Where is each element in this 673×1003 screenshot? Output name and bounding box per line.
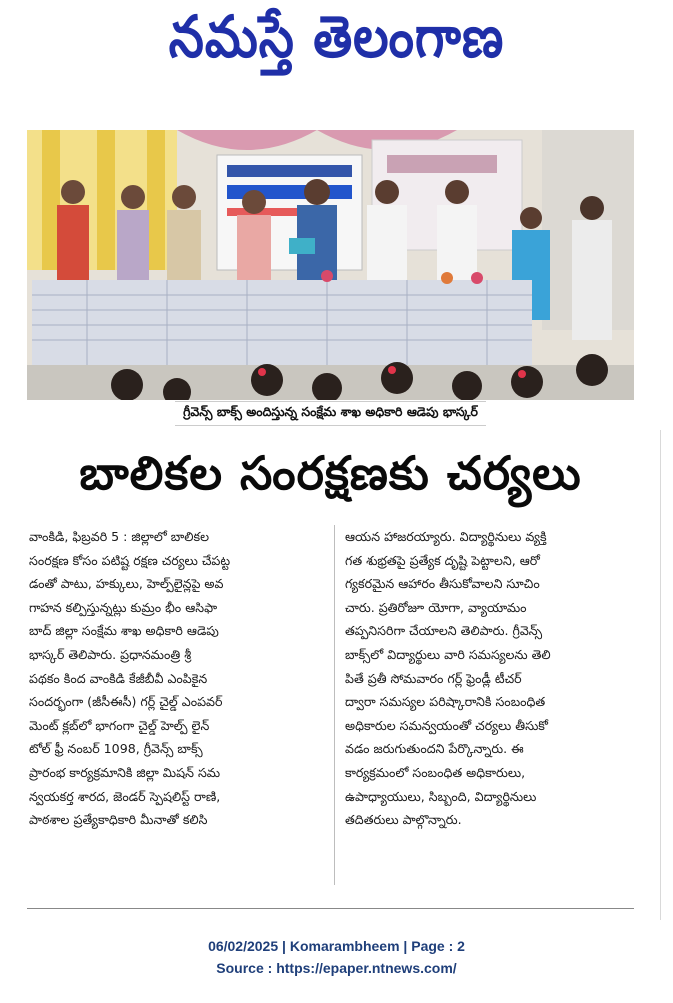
article-headline: [27, 440, 634, 518]
article-body: [27, 525, 634, 895]
body-line: అధికారుల సమన్వయంతో చర్యలు తీసుకో: [345, 717, 549, 733]
footer-edition-info: 06/02/2025 | Komarambheem | Page : 2: [208, 938, 465, 954]
body-line: వాంకిడి, ఫిబ్రవరి 5 : జిల్లాలో బాలికల: [29, 529, 210, 544]
body-line: గత శుభ్రతపై ప్రత్యేక దృష్టి పెట్టాలని, ఆరో: [345, 552, 540, 568]
body-line: సంరక్షణ కోసం పటిష్ట రక్షణ చర్యలు చేపట్ట: [29, 552, 231, 568]
body-line: ఉపాధ్యాయులు, సిబ్బంది, విద్యార్థినులు: [345, 788, 537, 804]
body-line: చారు. ప్రతిరోజూ యోగా, వ్యాయామం: [345, 599, 527, 615]
page-edge-rule: [660, 430, 661, 920]
column-divider: [334, 525, 335, 885]
body-line: తదితరులు పాల్గొన్నారు.: [345, 812, 462, 828]
body-line: పథకం కింద వాంకిడి కేజీబీవీ ఎంపికైన: [29, 670, 208, 686]
body-line: కార్యక్రమంలో సంబంధిత అధికారులు,: [345, 764, 526, 780]
photo-caption-bar: [27, 400, 634, 426]
body-line: గాహన కల్పిస్తున్నట్లు కుమ్రం భీం ఆసిఫా: [29, 599, 218, 615]
body-line: గ్యకరమైన ఆహారం తీసుకోవాలని సూచిం: [345, 576, 540, 592]
body-line: టోల్ ఫ్రీ నంబర్ 1098, గ్రీవెన్స్ బాక్స్: [29, 741, 203, 757]
photo-caption: గ్రీవెన్స్ బాక్స్ అందిస్తున్న సంక్షేమ శాఖ అధికారి ఆడెపు భాస్కర్: [175, 401, 486, 426]
footer-source-link[interactable]: Source : https://epaper.ntnews.com/: [216, 960, 457, 976]
body-line: తప్పనిసరిగా చేయాలని తెలిపారు. గ్రీవెన్స్: [345, 623, 543, 639]
body-line: న్వయకర్త శారద, జెండర్ స్పెషలిస్ట్ రాణి,: [29, 788, 221, 804]
event-photo-illustration: [27, 130, 634, 400]
body-line: పితే ప్రతీ సోమవారం గర్ల్ ఫ్రెండ్లీ టీచర్: [345, 670, 522, 686]
body-line: ప్రారంభ కార్యక్రమానికి జిల్లా మిషన్ సమ: [29, 764, 221, 780]
body-line: డంతో పాటు, హక్కులు, హెల్ప్‌లైన్లపై అవ: [29, 576, 224, 592]
masthead-title: నమస్తే తెలంగాణ: [168, 2, 505, 71]
body-line: బాద్ జిల్లా సంక్షేమ శాఖ అధికారి ఆడెపు: [29, 623, 219, 639]
body-line: మెంట్ క్లబ్‌లో భాగంగా చైల్డ్ హెల్ప్ లైన్: [29, 717, 210, 733]
masthead: [0, 0, 673, 88]
headline-text: బాలికల సంరక్షణకు చర్యలు: [79, 446, 582, 500]
body-line: ద్వారా సమస్యల పరిష్కారానికి సంబంధిత: [345, 694, 546, 710]
article-column-left: [29, 525, 319, 832]
news-photo: [27, 130, 634, 400]
page-footer: [0, 935, 673, 979]
body-line: సందర్భంగా (జీసీఈసీ) గర్ల్ చైల్డ్ ఎంపవర్: [29, 694, 223, 710]
article-bottom-rule: [27, 908, 634, 909]
body-line: ఆయన హాజరయ్యారు. విద్యార్థినులు వ్యక్తి: [345, 529, 547, 544]
body-line: బాక్స్‌లో విద్యార్థులు వారి సమస్యలను తెలి: [345, 646, 551, 662]
body-line: పాఠశాల ప్రత్యేకాధికారి మీనాతో కలిసి: [29, 812, 208, 828]
body-line: వడం జరుగుతుందని పేర్కొన్నారు. ఈ: [345, 741, 524, 757]
article-column-right: [345, 525, 635, 832]
body-line: భాస్కర్ తెలిపారు. ప్రధానమంత్రి శ్రీ: [29, 646, 192, 662]
